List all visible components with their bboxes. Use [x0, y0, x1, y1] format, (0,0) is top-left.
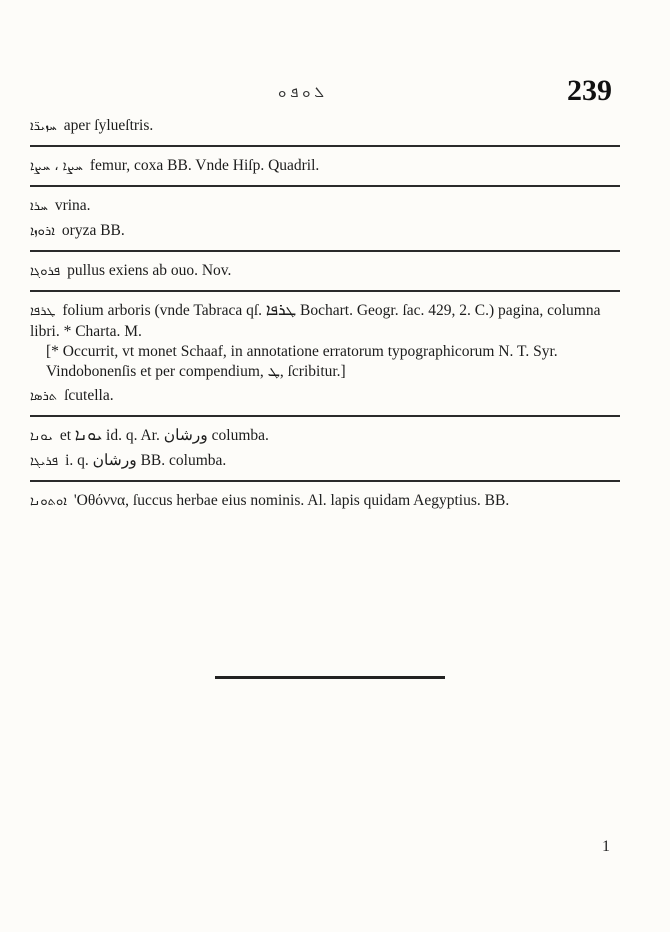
- entry-divider: [30, 415, 620, 417]
- dictionary-entry: [30, 114, 620, 139]
- entry-definition: 'Οθόννα, ſuccus herbae eius nominis. Al. lapis quidam Aegyptius. BB.: [73, 492, 510, 509]
- syriac-headword: ܐܘܬܘܢܐ: [30, 494, 67, 509]
- dictionary-entry: [30, 259, 620, 284]
- entry-divider: [30, 290, 620, 292]
- dictionary-entry: [30, 384, 620, 409]
- page-number: 239: [567, 74, 612, 107]
- entry-definition: pullus exiens ab ouo. Nov.: [67, 262, 232, 279]
- entry-divider: [30, 480, 620, 482]
- entry-definition: femur, coxa BB. Vnde Hiſp. Quadril.: [89, 157, 320, 174]
- dictionary-entries: [30, 114, 620, 514]
- syriac-headword: ܚܨܐ ، ܚܨܐ: [30, 159, 83, 174]
- entry-note: [* Occurrit, vt monet Schaaf, in annotatione erratorum typographicorum N. T. Syr. Vindobonenſis et per compendium, ܛ, ſcribitur.]: [46, 343, 558, 380]
- syriac-headword: ܚܪܐ: [30, 199, 48, 214]
- syriac-headword: ܝܘܢܐ: [30, 429, 53, 444]
- dictionary-entry: [30, 449, 620, 474]
- dictionary-entry: [30, 219, 620, 244]
- signature-mark: 1: [602, 838, 610, 855]
- entry-definition: et ܝܘܢܐ id. q. Ar. ورشان columba.: [59, 427, 269, 444]
- dictionary-entry: [30, 424, 620, 449]
- syriac-headword: ܦܪܝܓܐ: [30, 454, 59, 469]
- entry-definition: vrina.: [54, 197, 91, 214]
- syriac-headword: ܐܪܘܙܐ: [30, 224, 55, 239]
- syriac-headword: ܛܪܦܐ: [30, 304, 56, 319]
- entry-definition: oryza BB.: [61, 222, 125, 239]
- dictionary-entry: [30, 154, 620, 179]
- syriac-headword: ܦܪܘܓܐ: [30, 264, 61, 279]
- running-head: ܠ ܘ ܦ ܘ: [278, 85, 324, 101]
- entry-definition: folium arboris (vnde Tabraca qſ. ܛܪܦܐ Bochart. Geogr. ſac. 429, 2. C.) pagina, columna libri. * Charta. M.: [30, 302, 601, 340]
- entry-divider: [30, 250, 620, 252]
- dictionary-entry: [30, 489, 620, 514]
- end-rule: [215, 676, 445, 679]
- entry-definition: aper ſylueſtris.: [63, 117, 154, 134]
- entry-definition: ſcutella.: [64, 387, 114, 404]
- dictionary-entry: [30, 299, 620, 384]
- syriac-headword: ܚܙܝܪ̈ܐ: [30, 119, 57, 134]
- entry-definition: i. q. ورشان BB. columba.: [65, 452, 227, 469]
- entry-divider: [30, 185, 620, 187]
- syriac-headword: ܬܪܣܐ: [30, 389, 58, 404]
- dictionary-entry: [30, 194, 620, 219]
- entry-divider: [30, 145, 620, 147]
